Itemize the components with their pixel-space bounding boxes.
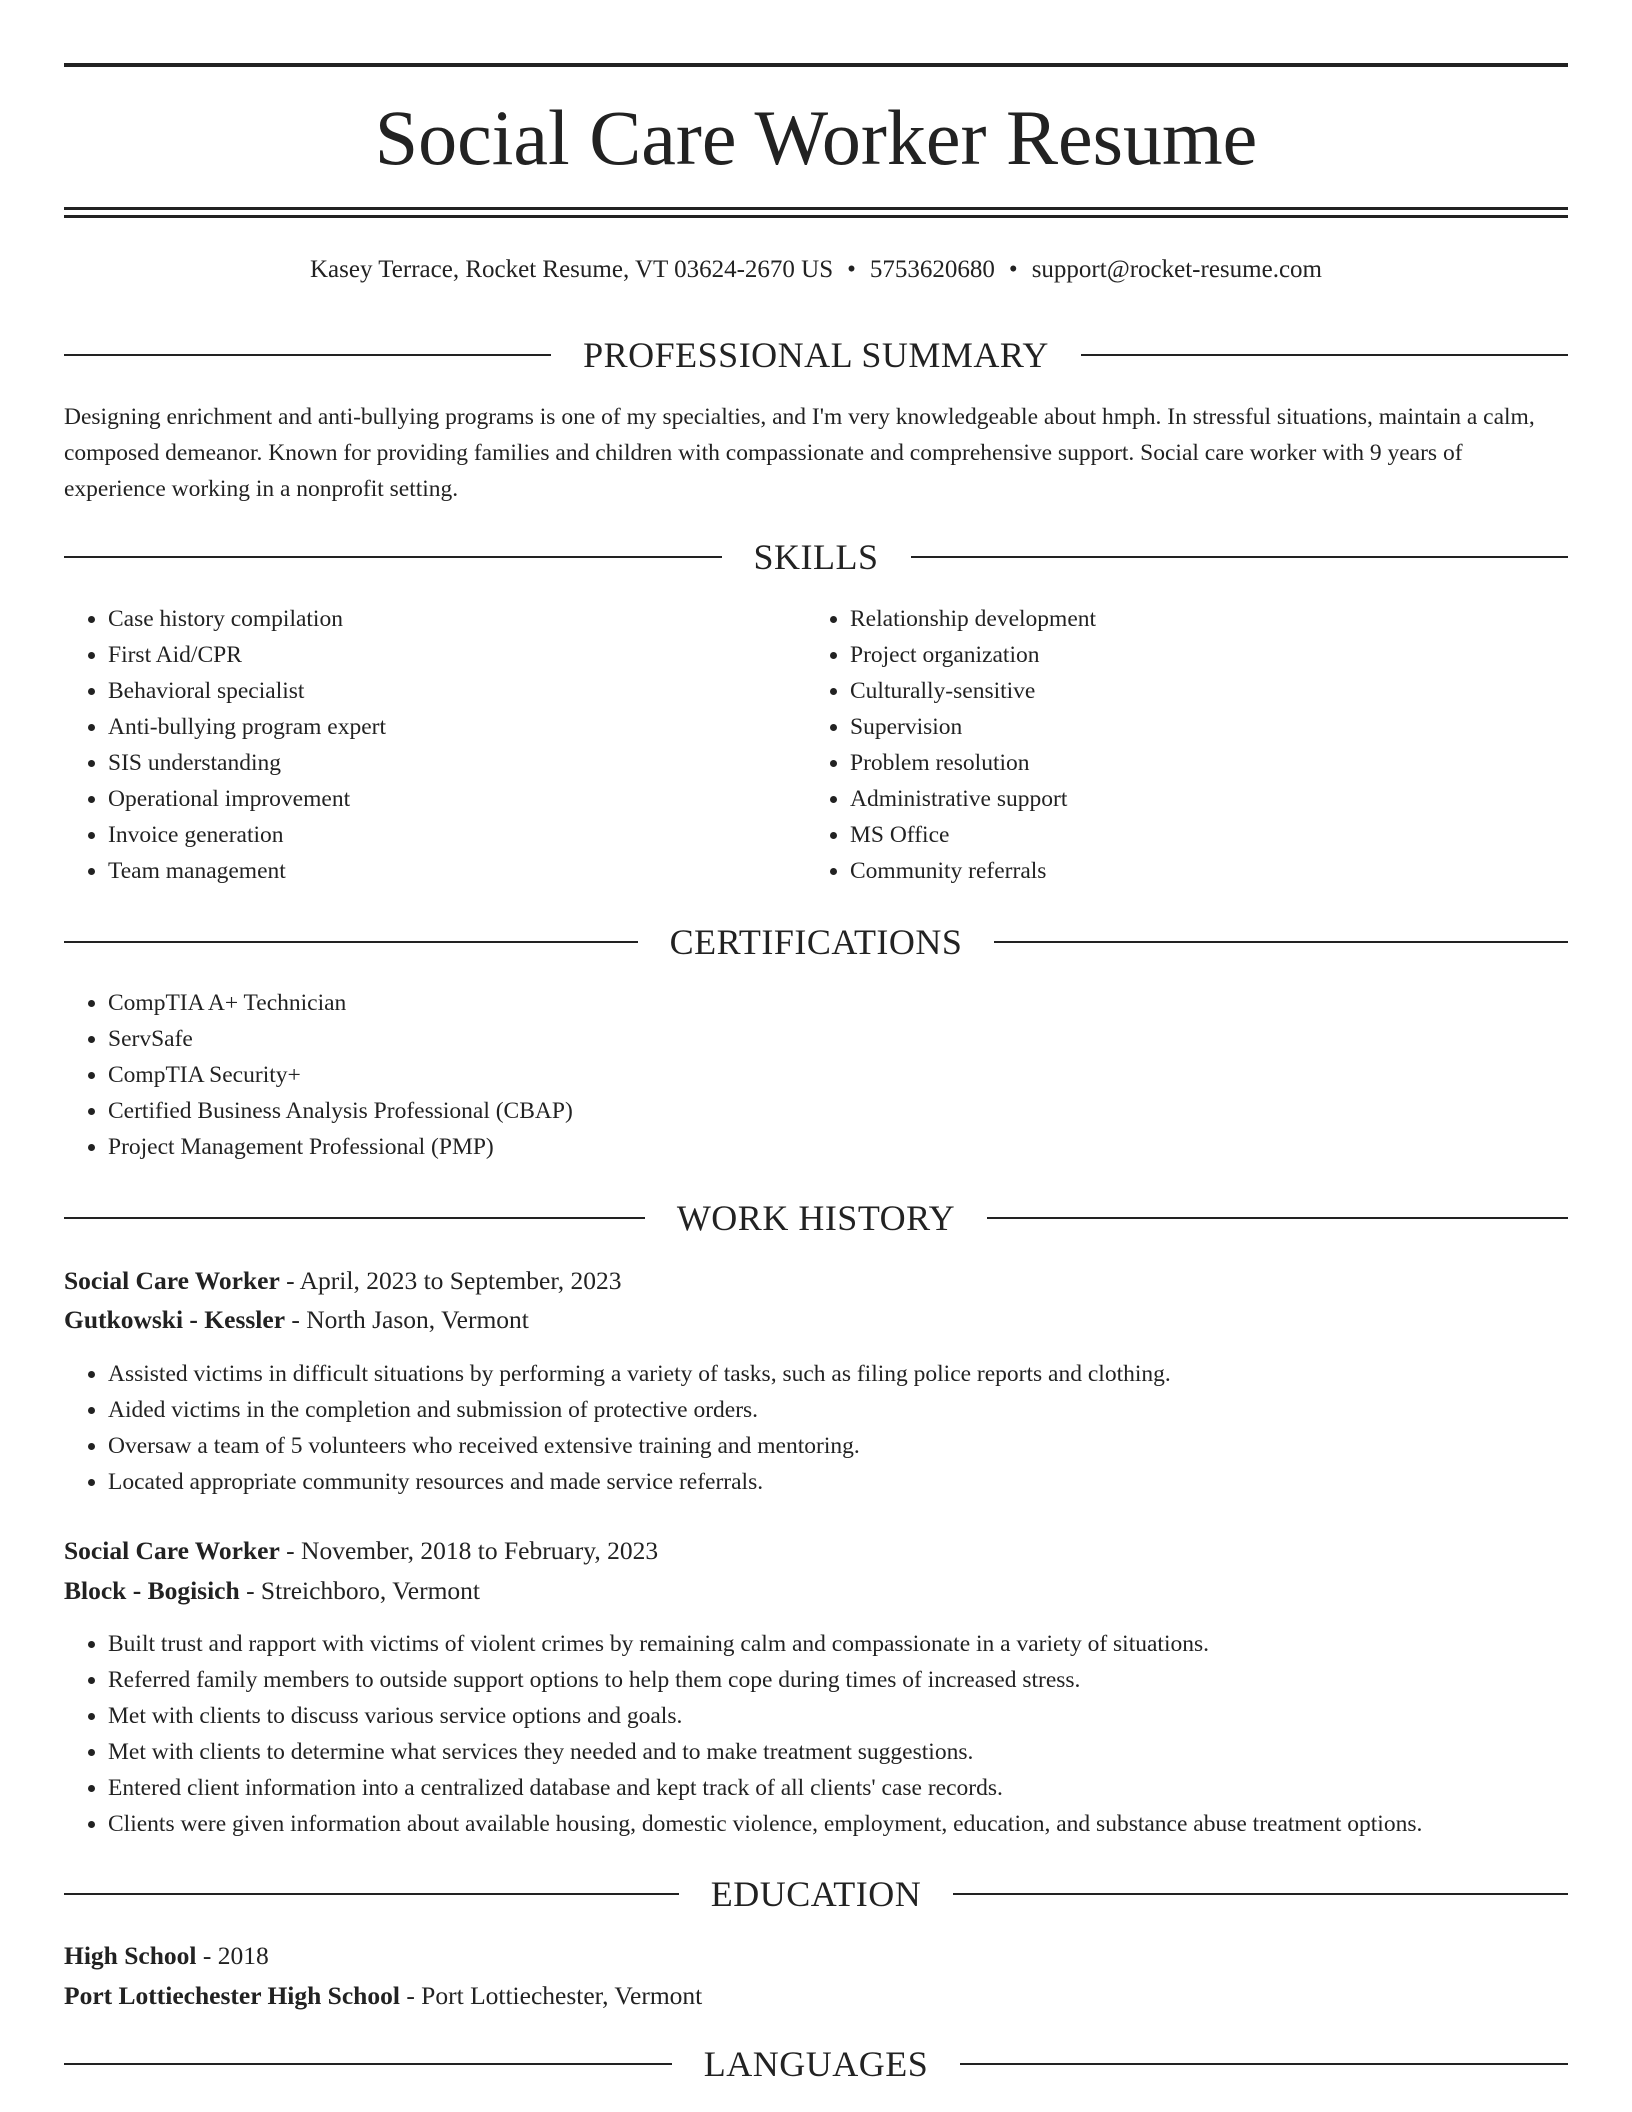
skills-heading (64, 532, 1568, 582)
list-item: • First Aid/CPR (108, 637, 808, 673)
list-item: • Community referrals (850, 853, 1550, 889)
heading-line (911, 556, 1569, 558)
job-company: Block - Bogisich (64, 1576, 240, 1605)
languages-heading (64, 2039, 1568, 2089)
list-item: • Problem resolution (850, 745, 1550, 781)
heading-line (64, 1217, 645, 1219)
education-school: Port Lottiechester High School (64, 1981, 400, 2010)
job-title: Social Care Worker (64, 1266, 280, 1295)
contact-separator: • (1008, 256, 1018, 283)
heading-line (994, 941, 1568, 943)
contact-address: Kasey Terrace, Rocket Resume, VT 03624-2670 US (310, 256, 834, 283)
section-title: CERTIFICATIONS (669, 922, 963, 962)
list-item: • Aided victims in the completion and submission of protective orders. (108, 1392, 1568, 1428)
heading-line (960, 2063, 1568, 2065)
list-item: • Clients were given information about available housing, domestic violence, employment, education, and substance abuse treatment options. (108, 1806, 1588, 1842)
list-item: • Located appropriate community resources and made service referrals. (108, 1464, 1568, 1500)
heading-line (64, 556, 722, 558)
resume-title: Social Care Worker Resume (374, 94, 1258, 181)
title-rule-upper (64, 207, 1568, 210)
list-item: • Culturally-sensitive (850, 673, 1550, 709)
list-item: • MS Office (850, 817, 1550, 853)
contact-separator: • (847, 256, 856, 283)
list-item: • CompTIA Security+ (108, 1057, 1568, 1093)
work-history-heading (64, 1193, 1568, 1243)
skills-list-right (806, 601, 1550, 889)
list-item: • Anti-bullying program expert (108, 709, 808, 745)
job-dates: - April, 2023 to September, 2023 (279, 1266, 622, 1295)
section-title: WORK HISTORY (676, 1198, 956, 1238)
heading-line (64, 354, 551, 356)
list-item: • Entered client information into a centralized database and kept track of all clients' case records. (108, 1770, 1588, 1806)
list-item: • Referred family members to outside support options to help them cope during times of increased stress. (108, 1662, 1588, 1698)
heading-line (64, 1893, 679, 1895)
heading-line (1081, 354, 1568, 356)
list-item: • Built trust and rapport with victims of violent crimes by remaining calm and compassionate in a variety of situations. (108, 1626, 1588, 1662)
heading-line (64, 2063, 672, 2065)
list-item: • Certified Business Analysis Professional (CBAP) (108, 1093, 1568, 1129)
title-rule-lower (64, 215, 1568, 218)
job-company-line (64, 1301, 1568, 1339)
list-item: • CompTIA A+ Technician (108, 985, 1568, 1021)
education-degree: High School (64, 1941, 197, 1970)
job-title: Social Care Worker (64, 1536, 280, 1565)
list-item: • Behavioral specialist (108, 673, 808, 709)
job-bullets (64, 1626, 1588, 1842)
education-school-line (64, 1977, 1568, 2015)
job-location: - Streichboro, Vermont (239, 1576, 481, 1605)
contact-email: support@rocket-resume.com (1031, 256, 1322, 283)
section-title: EDUCATION (710, 1874, 922, 1914)
heading-line (64, 941, 638, 943)
list-item: • Administrative support (850, 781, 1550, 817)
top-rule (64, 63, 1568, 67)
list-item: • Met with clients to discuss various service options and goals. (108, 1698, 1588, 1734)
list-item: • Invoice generation (108, 817, 808, 853)
section-title: LANGUAGES (703, 2044, 929, 2084)
job-title-line (64, 1532, 1568, 1570)
list-item: • Team management (108, 853, 808, 889)
summary-heading (64, 330, 1568, 380)
list-item: • SIS understanding (108, 745, 808, 781)
contact-phone: 5753620680 (869, 256, 995, 283)
heading-line (987, 1217, 1568, 1219)
heading-line (953, 1893, 1568, 1895)
certifications-list (64, 985, 1568, 1165)
list-item: • Assisted victims in difficult situations by performing a variety of tasks, such as filing police reports and clothing. (108, 1356, 1568, 1392)
job-bullets (64, 1356, 1568, 1500)
section-title: SKILLS (753, 537, 879, 577)
education-year: - 2018 (196, 1941, 269, 1970)
list-item: • Relationship development (850, 601, 1550, 637)
list-item: • Met with clients to determine what services they needed and to make treatment suggestions. (108, 1734, 1588, 1770)
list-item: • Project Management Professional (PMP) (108, 1129, 1568, 1165)
list-item: • Project organization (850, 637, 1550, 673)
summary-text: Designing enrichment and anti-bullying programs is one of my specialties, and I'm very knowledgeable about hmph. In stressful situations, maintain a calm, composed demeanor. Known for providing families and children with compassionate and comprehensive support. Social care worker with 9 years of experience working in a nonprofit setting. (64, 404, 1535, 502)
contact-line (64, 252, 1568, 288)
section-title: PROFESSIONAL SUMMARY (583, 335, 1049, 375)
skills-list-left (64, 601, 808, 889)
job-company-line (64, 1572, 1568, 1610)
education-location: - Port Lottiechester, Vermont (399, 1981, 703, 2010)
job-location: - North Jason, Vermont (285, 1305, 529, 1334)
job-title-line (64, 1262, 1568, 1300)
list-item: • Supervision (850, 709, 1550, 745)
list-item: • Oversaw a team of 5 volunteers who received extensive training and mentoring. (108, 1428, 1568, 1464)
job-company: Gutkowski - Kessler (64, 1305, 286, 1334)
certifications-heading (64, 917, 1568, 967)
list-item: • Case history compilation (108, 601, 808, 637)
education-degree-line (64, 1937, 1568, 1975)
education-heading (64, 1869, 1568, 1919)
list-item: • Operational improvement (108, 781, 808, 817)
job-dates: - November, 2018 to February, 2023 (279, 1536, 659, 1565)
list-item: • ServSafe (108, 1021, 1568, 1057)
